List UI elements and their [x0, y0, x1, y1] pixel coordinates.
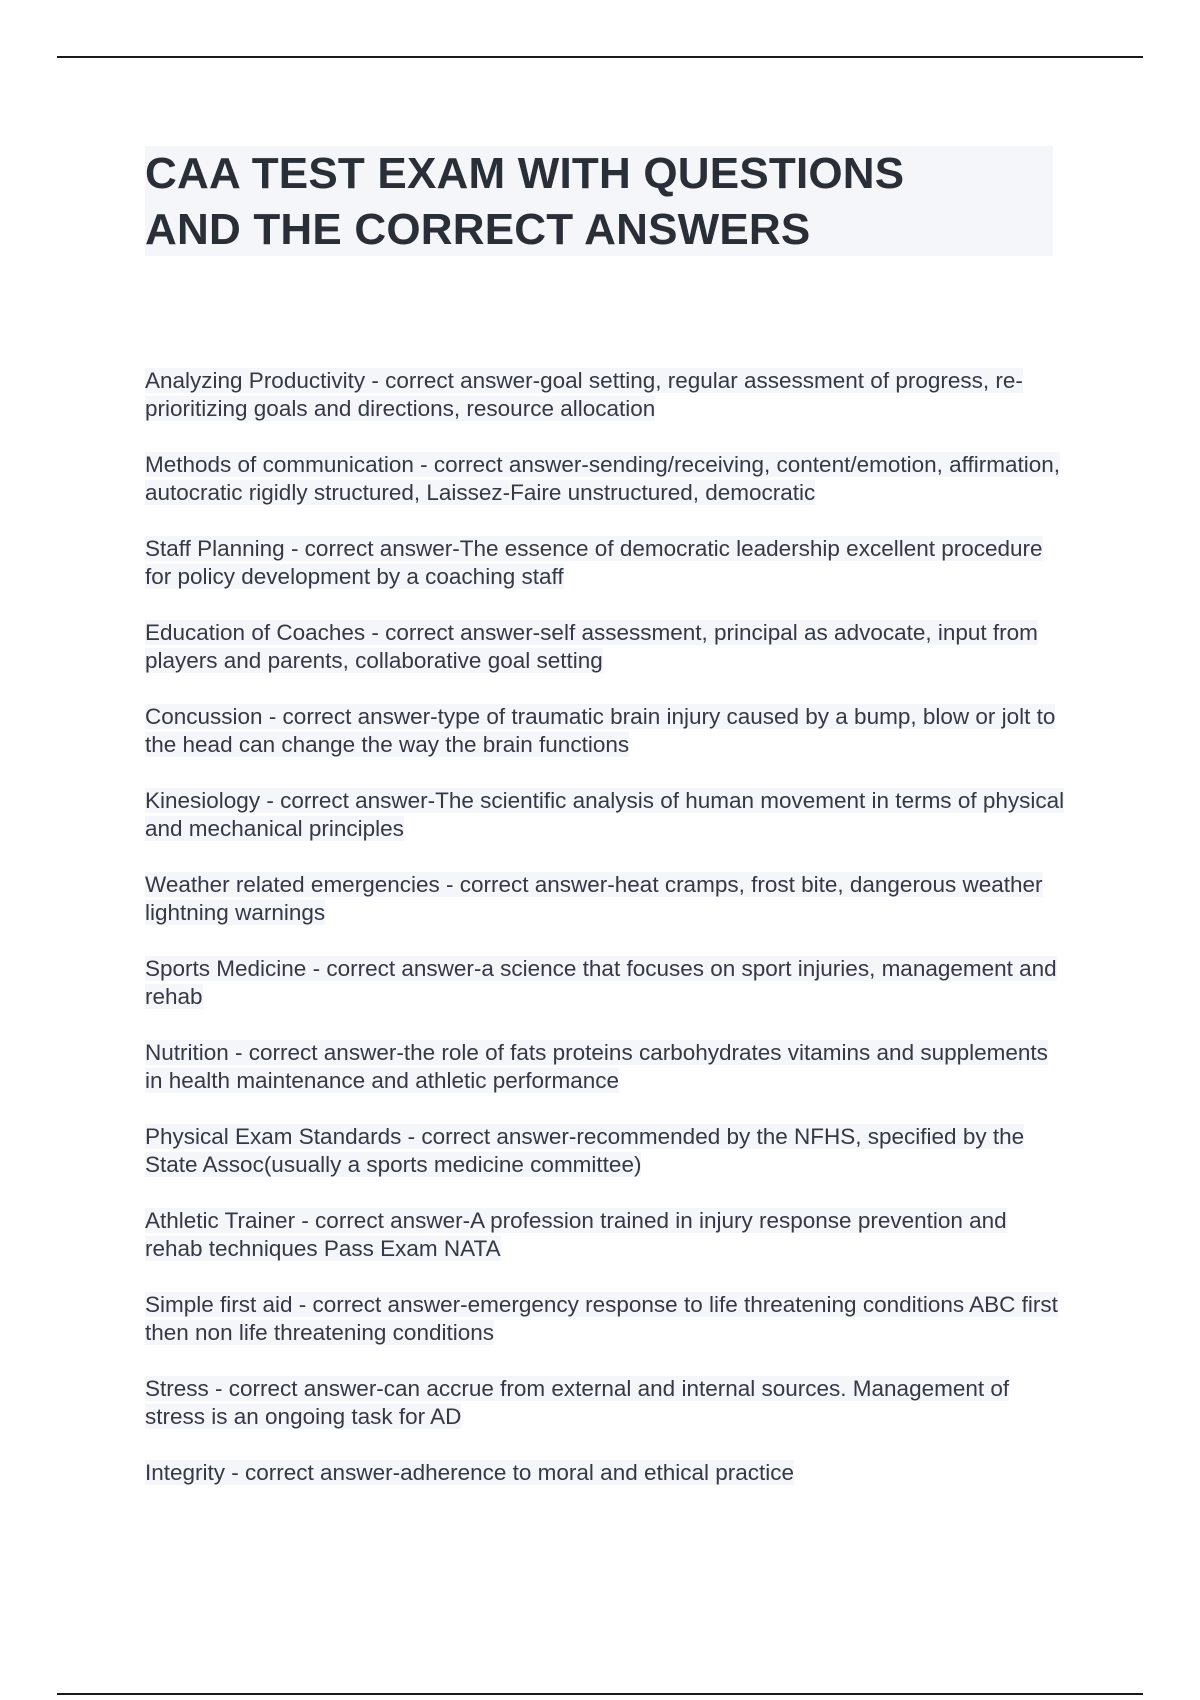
- qa-item-text: Integrity - correct answer-adherence to moral and ethical practice: [145, 1460, 795, 1485]
- title-line-1: CAA TEST EXAM WITH QUESTIONS: [145, 149, 905, 198]
- qa-item: [145, 955, 1065, 1011]
- title-block: [145, 146, 1053, 256]
- qa-item: [145, 787, 1065, 843]
- qa-item-text: Athletic Trainer - correct answer-A profession trained in injury response prevention and rehab techniques Pass Exam NATA: [145, 1208, 1007, 1261]
- qa-item: [145, 367, 1065, 423]
- qa-item: [145, 1207, 1065, 1263]
- qa-item: [145, 1459, 1065, 1487]
- qa-item-text: Education of Coaches - correct answer-self assessment, principal as advocate, input from players and parents, collaborative goal setting: [145, 620, 1038, 673]
- qa-item: [145, 619, 1065, 675]
- qa-item: [145, 535, 1065, 591]
- qa-item: [145, 451, 1065, 507]
- qa-item-text: Stress - correct answer-can accrue from external and internal sources. Management of stress is an ongoing task for AD: [145, 1376, 1010, 1429]
- qa-item-text: Simple first aid - correct answer-emergency response to life threatening conditions ABC first then non life threatening conditions: [145, 1292, 1058, 1345]
- qa-item-text: Staff Planning - correct answer-The essence of democratic leadership excellent procedure for policy development by a coaching staff: [145, 536, 1043, 589]
- qa-item-text: Methods of communication - correct answer-sending/receiving, content/emotion, affirmation, autocratic rigidly structured, Laissez-Faire unstructured, democratic: [145, 452, 1061, 505]
- qa-item-text: Physical Exam Standards - correct answer-recommended by the NFHS, specified by the State Assoc(usually a sports medicine committee): [145, 1124, 1025, 1177]
- qa-item-text: Sports Medicine - correct answer-a science that focuses on sport injuries, management and rehab: [145, 956, 1057, 1009]
- qa-item-text: Nutrition - correct answer-the role of fats proteins carbohydrates vitamins and supplements in health maintenance and athletic performance: [145, 1040, 1048, 1093]
- qa-item: [145, 871, 1065, 927]
- qa-list: [145, 367, 1065, 1515]
- qa-item: [145, 703, 1065, 759]
- qa-item: [145, 1123, 1065, 1179]
- qa-item-text: Analyzing Productivity - correct answer-goal setting, regular assessment of progress, re-prioritizing goals and directions, resource allocation: [145, 368, 1023, 421]
- page-title: [145, 146, 1053, 258]
- qa-item: [145, 1375, 1065, 1431]
- qa-item: [145, 1039, 1065, 1095]
- title-line-2: AND THE CORRECT ANSWERS: [145, 205, 811, 254]
- qa-item-text: Concussion - correct answer-type of traumatic brain injury caused by a bump, blow or jolt to the head can change the way the brain functions: [145, 704, 1056, 757]
- bottom-divider: [57, 1693, 1143, 1695]
- qa-item-text: Weather related emergencies - correct answer-heat cramps, frost bite, dangerous weather lightning warnings: [145, 872, 1043, 925]
- top-divider: [57, 56, 1143, 58]
- qa-item-text: Kinesiology - correct answer-The scientific analysis of human movement in terms of physical and mechanical principles: [145, 788, 1065, 841]
- qa-item: [145, 1291, 1065, 1347]
